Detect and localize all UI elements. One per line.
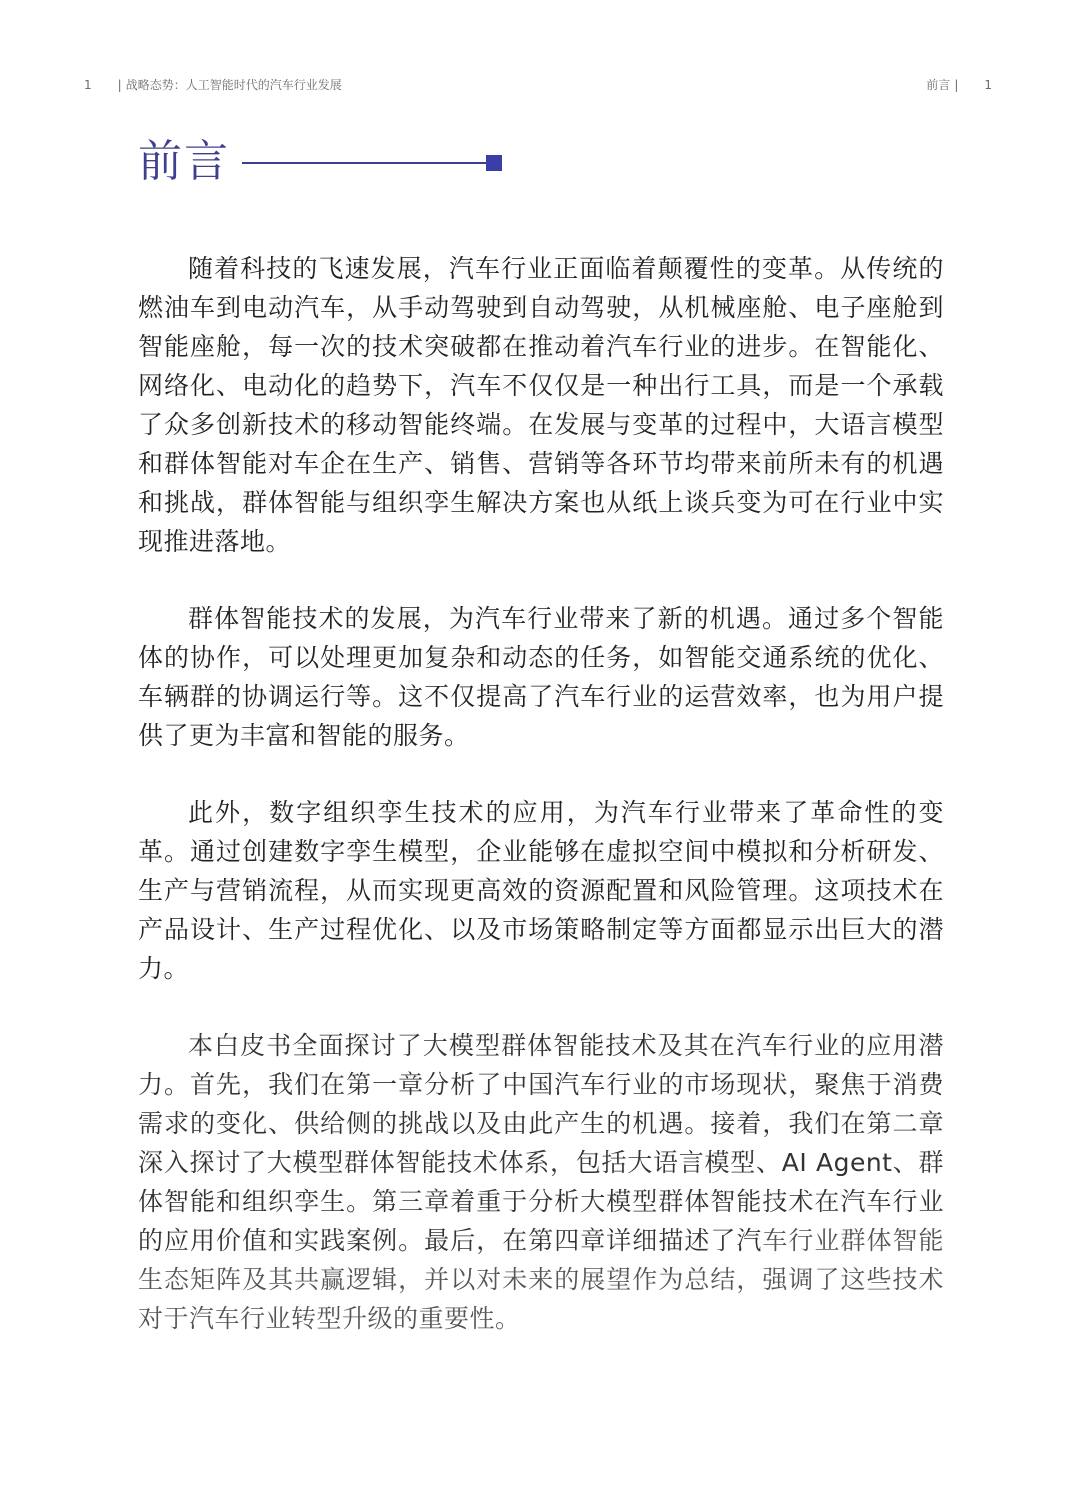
body-text [138,249,944,1376]
header-separator: | [117,78,122,92]
header-separator: | [954,78,959,92]
paragraph-main-text: 本白皮书全面探讨了大模型群体智能技术及其在汽车行业的应用潜力。首先，我们在第一章分析了中国汽车行业的市场现状，聚焦于消费需求的变化、供给侧的挑战以及由此产生的机遇。接着，我们在第二章深入探讨了大模型群体智能技术体系，包括大语言模型、AI Agent、群体智能和组织孪生。第三章着重于分析大模型群体智能技术在汽车行业的应用价值和实践案例。最后，在第四章详细描述了汽 [138,1031,944,1255]
section-name: 前言 [926,78,951,92]
paragraph: 随着科技的飞速发展，汽车行业正面临着颠覆性的变革。从传统的燃油车到电动汽车，从手动驾驶到自动驾驶，从机械座舱、电子座舱到智能座舱，每一次的技术突破都在推动着汽车行业的进步。在智能化、网络化、电动化的趋势下，汽车不仅仅是一种出行工具，而是一个承载了众多创新技术的移动智能终端。在发展与变革的过程中，大语言模型和群体智能对车企在生产、销售、营销等各环节均带来前所未有的机遇和挑战，群体智能与组织孪生解决方案也从纸上谈兵变为可在行业中实现推进落地。 [138,254,944,556]
section-heading [138,134,502,190]
title-rule [242,162,486,164]
paragraph: 群体智能技术的发展，为汽车行业带来了新的机遇。通过多个智能体的协作，可以处理更加复杂和动态的任务，如智能交通系统的优化、车辆群的协调运行等。这不仅提高了汽车行业的运营效率，也为用户提供了更为丰富和智能的服务。 [138,604,944,750]
running-header-left [84,76,342,94]
paragraph: 此外，数字组织孪生技术的应用，为汽车行业带来了革命性的变革。通过创建数字孪生模型，企业能够在虚拟空间中模拟和分析研发、生产与营销流程，从而实现更高效的资源配置和风险管理。这项技术在产品设计、生产过程优化、以及市场策略制定等方面都显示出巨大的潜力。 [138,798,944,983]
paragraph-tail-text: 车行业群体智能生态矩阵及其共赢逻辑，并以对未来的展望作为总结，强调了这些技术对于汽车行业转型升级的重要性。 [138,1226,944,1333]
right-page-number: 1 [984,78,992,92]
paragraph [138,1026,944,1338]
document-title: 战略态势：人工智能时代的汽车行业发展 [125,78,342,92]
title-square-ornament [486,155,502,171]
left-page-number: 1 [84,78,92,92]
page-title: 前言 [138,136,230,187]
running-header-right [926,76,992,94]
